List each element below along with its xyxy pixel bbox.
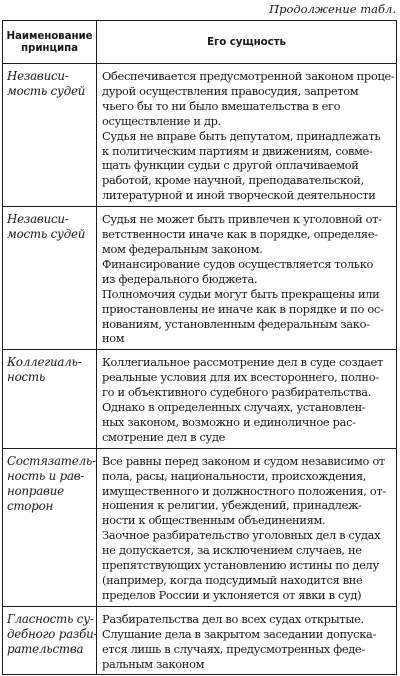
essence-text-line: ветственности иначе как в порядке, определяе- — [102, 227, 378, 242]
principle-name — [3, 350, 97, 448]
essence-text-line: Слушание дела в закрытом заседании допуска- — [102, 626, 377, 641]
principle-name-line: ноправие — [7, 483, 64, 498]
essence-text-line: го и объективного судебного разбирательства. — [102, 385, 372, 400]
principle-essence — [97, 64, 397, 207]
essence-text-line: Судья не вправе быть депутатом, принадлежать — [102, 128, 381, 143]
header-line: принципа — [21, 42, 78, 54]
principle-name-line: сторон — [7, 498, 54, 513]
table-row — [3, 350, 397, 448]
principle-name-line: мость судей — [7, 84, 86, 98]
essence-text-line: приостановлены не иначе как в порядке и по ос- — [102, 301, 384, 316]
table-row — [3, 64, 397, 207]
essence-text-line: имущественного и должностного положения, от- — [102, 483, 386, 498]
essence-text-line: пределов России и уклоняется от явки в суд) — [102, 587, 362, 602]
essence-text-line: осуществление и др. — [102, 113, 221, 128]
essence-text-line: из федерального бюджета. — [102, 271, 258, 286]
essence-text-line: ном — [102, 331, 125, 346]
essence-text-line: литературной и иной творческой деятельности — [102, 188, 376, 203]
header-line: Наименование — [6, 29, 93, 42]
essence-text-line: Разбирательства дел во всех судах открытые. — [102, 611, 364, 626]
principle-name-line: Независи- — [7, 212, 69, 227]
principle-essence — [97, 448, 397, 606]
essence-text-line: работой, кроме научной, преподавательской, — [102, 173, 364, 188]
essence-text-line: ности к общественным объединениям. — [102, 513, 326, 528]
continuation-note: Продолжение табл. — [269, 2, 396, 16]
principle-name — [3, 207, 97, 350]
principle-essence — [97, 207, 397, 350]
essence-text-line: реальные условия для их всестороннего, полно- — [102, 370, 379, 385]
principle-name-line: ность и рав- — [7, 468, 85, 483]
principle-name-line: Гласность су- — [7, 611, 94, 626]
table-row — [3, 448, 397, 606]
essence-text-line: дурой осуществления правосудия, запретом — [102, 83, 359, 98]
essence-text-line: Судья не может быть привлечен к уголовной от- — [102, 212, 382, 227]
principle-name-line: Состязатель- — [7, 453, 96, 468]
principle-name-line: Коллегиаль- — [7, 355, 82, 370]
principle-name — [3, 64, 97, 207]
header-essence: Его сущность — [97, 21, 397, 64]
principle-name-line: рательства — [7, 641, 84, 656]
essence-text-line: Заочное разбирательство уголовных дел в судах — [102, 528, 381, 543]
essence-text-line: ральным законом — [102, 656, 205, 671]
essence-text-line: чьего бы то ни было вмешательства в его — [102, 98, 341, 113]
essence-text-line: ется лишь в случаях, предусмотренных феде- — [102, 641, 365, 656]
essence-text-line: к политическим партиям и движениям, совме- — [102, 143, 373, 158]
essence-text-line: не допускается, за исключением случаев, не — [102, 543, 362, 558]
essence-text-line: (например, когда подсудимый находится вне — [102, 573, 363, 587]
essence-text-line: Полномочия судьи могут быть прекращены или — [102, 286, 380, 301]
principle-essence — [97, 606, 397, 675]
principle-name-line: ность — [7, 370, 46, 385]
principle-name-line: дебного разби- — [7, 626, 98, 641]
header-principle-name — [3, 21, 97, 64]
essence-text-line: препятствующих установлению истины по делу — [102, 558, 379, 573]
essence-text-line: Однако в определенных случаях, установлен- — [102, 400, 366, 415]
essence-text-line: Все равны перед законом и судом независимо от — [102, 453, 385, 468]
essence-text-line: смотрение дел в суде — [102, 429, 226, 444]
principle-name — [3, 606, 97, 675]
principle-name — [3, 448, 97, 606]
essence-text-line: ных законом, возможно и единоличное рас- — [102, 414, 356, 429]
essence-text-line: мом федеральным законом. — [102, 241, 263, 256]
essence-text-line: пола, расы, национальности, происхождения, — [102, 468, 367, 483]
principle-name-line: Независи- — [7, 69, 69, 83]
principle-essence — [97, 350, 397, 448]
table-row — [3, 207, 397, 350]
essence-text-line: щать функции судьи с другой оплачиваемой — [102, 158, 359, 173]
table-header-row — [3, 21, 397, 64]
essence-text-line: нованиям, установленным федеральным зако- — [102, 316, 370, 331]
principle-name-line: мость судей — [7, 227, 86, 242]
essence-text-line: Финансирование судов осуществляется только — [102, 256, 374, 271]
essence-text-line: ношения к религии, убеждений, принадлеж- — [102, 498, 362, 513]
table-row — [3, 606, 397, 675]
principles-table — [2, 20, 397, 675]
essence-text-line: Обеспечивается предусмотренной законом проце- — [102, 69, 395, 83]
essence-text-line: Коллегиальное рассмотрение дел в суде создает — [102, 355, 383, 370]
